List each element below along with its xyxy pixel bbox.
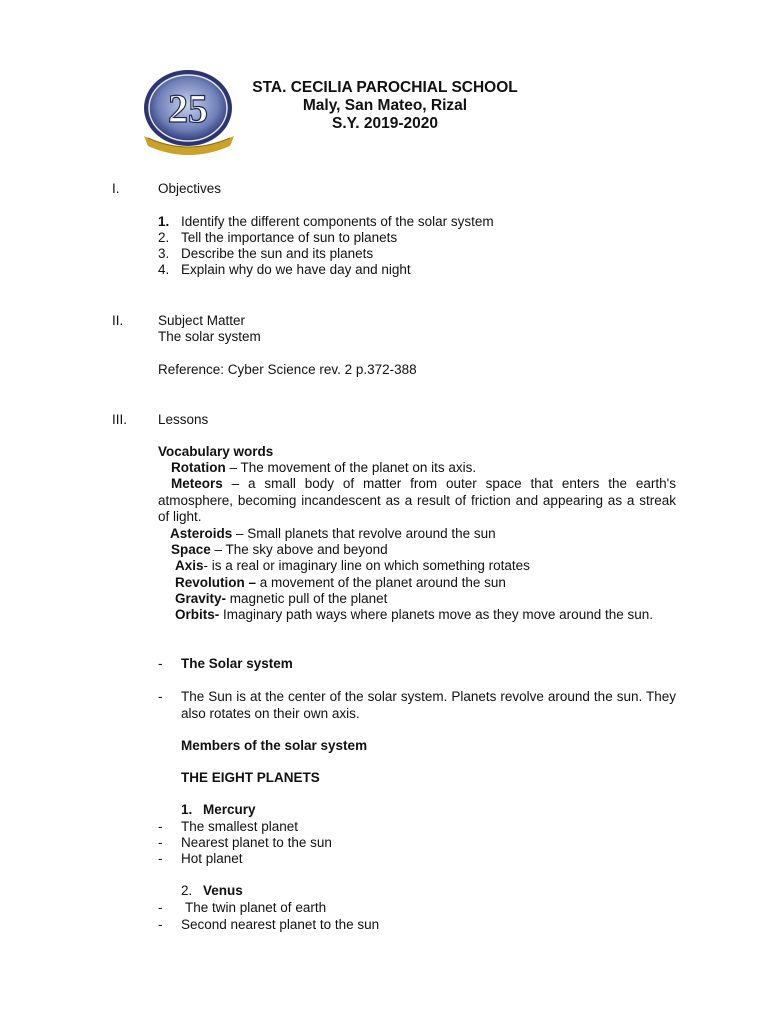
subject-reference: Reference: Cyber Science rev. 2 p.372-388 [158, 362, 417, 377]
vocab-definition: - is a real or imaginary line on which something rotates [203, 558, 530, 573]
planet-fact: The smallest planet [181, 819, 299, 834]
vocab-definition: – Small planets that revolve around the sun [232, 526, 496, 541]
vocab-definition: – The movement of the planet on its axis. [225, 460, 477, 475]
objective-item: Explain why do we have day and night [181, 262, 411, 277]
vocab-term: Gravity- [175, 591, 227, 606]
vocab-item [158, 476, 676, 526]
vocab-definition: a movement of the planet around the sun [256, 575, 506, 590]
lessons-heading: Lessons [158, 412, 209, 427]
objective-item: Describe the sun and its planets [181, 246, 374, 261]
bullet-dash: - [158, 656, 163, 671]
vocab-term: Space [171, 542, 211, 557]
vocab-item [171, 542, 388, 557]
planet-fact: Hot planet [181, 851, 243, 866]
objective-number: 2. [158, 230, 170, 245]
vocab-item [175, 558, 530, 573]
objective-number: 4. [158, 262, 170, 277]
planet-name: Mercury [203, 802, 256, 817]
solar-system-heading: The Solar system [181, 656, 293, 671]
solar-system-description: The Sun is at the center of the solar system. Planets revolve around the sun. They also rotates on their own axis. [181, 689, 676, 721]
objective-number: 3. [158, 246, 170, 261]
vocab-definition: – The sky above and beyond [210, 542, 388, 557]
vocab-item [175, 575, 506, 590]
objective-item: Tell the importance of sun to planets [181, 230, 398, 245]
vocab-definition: – a small body of matter from outer space that enters the earth's atmosphere, becoming incandescent as a result of friction and appearing as a streak of light. [158, 476, 676, 524]
vocab-item [158, 607, 676, 624]
school-address: Maly, San Mateo, Rizal [302, 97, 468, 114]
vocab-term: Orbits- [175, 607, 220, 622]
vocab-item [170, 526, 496, 541]
vocab-term: Asteroids [170, 526, 233, 541]
vocab-item [175, 591, 387, 606]
bullet-dash: - [158, 689, 163, 704]
bullet-dash: - [158, 819, 163, 834]
bullet-dash: - [158, 900, 163, 915]
school-year: S.Y. 2019-2020 [331, 115, 438, 132]
planet-fact: Nearest planet to the sun [181, 835, 332, 850]
planet-name: Venus [203, 883, 243, 898]
vocab-term: Axis [175, 558, 204, 573]
vocab-definition: Imaginary path ways where planets move as they move around the sun. [219, 607, 653, 622]
svg-text:25: 25 [168, 86, 208, 131]
school-name: STA. CECILIA PAROCHIAL SCHOOL [252, 79, 518, 96]
planet-fact: Second nearest planet to the sun [181, 917, 380, 932]
objective-number: 1. [158, 214, 170, 229]
subject-matter-heading: Subject Matter [158, 313, 246, 328]
planet-fact: The twin planet of earth [185, 900, 327, 915]
section-numeral-subject: II. [112, 313, 124, 328]
vocabulary-heading: Vocabulary words [158, 444, 274, 459]
section-numeral-objectives: I. [112, 181, 120, 196]
planet-number: 2. [181, 883, 193, 898]
vocab-term: Revolution – [175, 575, 257, 590]
subject-topic: The solar system [158, 329, 261, 344]
planet-number: 1. [181, 802, 193, 817]
vocab-term: Rotation [171, 460, 226, 475]
section-numeral-lessons: III. [112, 412, 128, 427]
objectives-heading: Objectives [158, 181, 222, 196]
members-heading: Members of the solar system [181, 738, 368, 753]
vocab-definition: magnetic pull of the planet [226, 591, 388, 606]
bullet-dash: - [158, 835, 163, 850]
vocab-item [171, 460, 476, 475]
bullet-dash: - [158, 851, 163, 866]
eight-planets-heading: THE EIGHT PLANETS [181, 770, 320, 785]
vocab-term: Meteors [171, 476, 223, 491]
school-logo [140, 66, 238, 156]
objective-item: Identify the different components of the solar system [181, 214, 494, 229]
bullet-dash: - [158, 917, 163, 932]
